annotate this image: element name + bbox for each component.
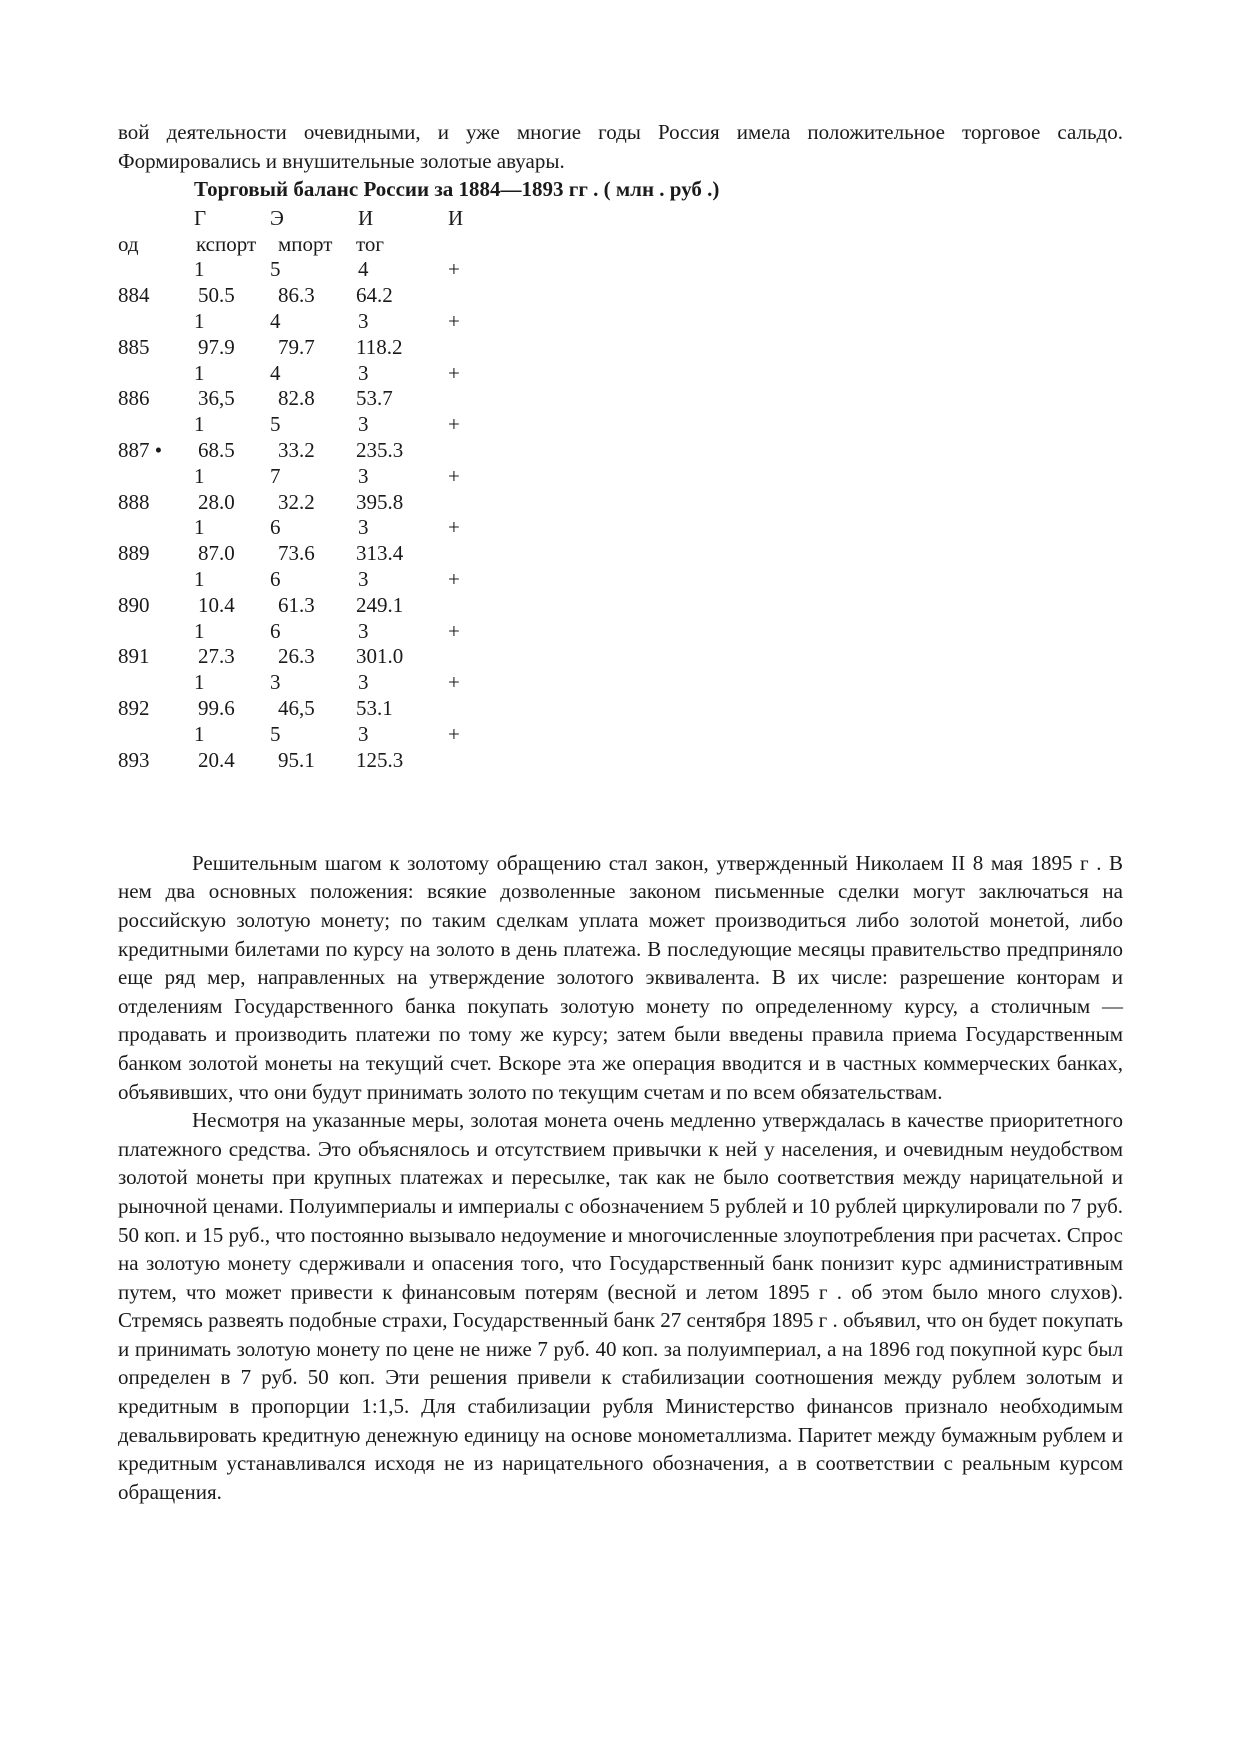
table-cell-row-9-values-col-1: 20.4 [198, 747, 235, 772]
table-cell-row-6-values-col-2: 61.3 [278, 592, 315, 617]
table-cell-row-1-values-col-2: 79.7 [278, 334, 315, 359]
table-cell-row-7-values-col-0: 891 [118, 644, 150, 669]
table-cell-row-2-top-col-3: + [448, 360, 460, 385]
table-cell-row-1-top-col-1: 4 [270, 308, 281, 333]
table-cell-row-8-top-col-1: 3 [270, 670, 281, 695]
paragraph-gold-law: Решительным шагом к золотому обращению стал закон, утвержденный Николаем II 8 мая 1895 г . В нем два основных положения: всякие дозволенные законом письменные сделки могут заключаться на российскую золотую монету; по таким сделкам уплата может производиться либо золотой монетой, либо кредитными билетами по курсу на золото в день платежа. В последующие месяцы правительство предприняло еще ряд мер, направленных на утверждение золотого эквивалента. В их числе: разрешение конторам и отделениям Государственного банка покупать золотую монету по определенному курсу, а столичным — продавать и производить платежи по тому же курсу; затем были введены правила приема Государственным банком золотой монеты на текущий счет. Вскоре эта же операция вводится и в частных коммерческих банках, объявивших, что они будут принимать золото по текущим счетам и по всем обязательствам. [118, 850, 1123, 1104]
table-cell-row-4-top-col-3: + [448, 463, 460, 488]
table-cell-row-6-top-col-3: + [448, 566, 460, 591]
table-cell-row-2-top-col-0: 1 [194, 360, 205, 385]
table-cell-row-4-top-col-1: 7 [270, 463, 281, 488]
table-cell-row-3-top-col-1: 5 [270, 412, 281, 437]
table-cell-row-0-top-col-3: + [448, 257, 460, 282]
table-cell-row-2-values-col-0: 886 [118, 386, 150, 411]
table-cell-row-5-top-col-0: 1 [194, 515, 205, 540]
paragraph-intro: вой деятельности очевидными, и уже многие годы Россия имела положительное торговое сальдо. Формировались и внушительные золотые авуары. [118, 120, 1123, 173]
table-cell-row-2-top-col-1: 4 [270, 360, 281, 385]
table-cell-row-4-values-col-1: 28.0 [198, 489, 235, 514]
table-cell-header-rest-col-0: од [118, 231, 139, 256]
table-title: Торговый баланс России за 1884—1893 гг . ( млн . руб .) [194, 177, 720, 202]
table-cell-row-0-values-col-1: 50.5 [198, 283, 235, 308]
table-cell-row-9-values-col-3: 125.3 [356, 747, 404, 772]
table-cell-row-9-top-col-3: + [448, 721, 460, 746]
table-cell-row-8-values-col-3: 53.1 [356, 695, 393, 720]
table-cell-row-5-values-col-2: 73.6 [278, 541, 315, 566]
table-cell-row-0-top-col-2: 4 [358, 257, 369, 282]
table-cell-row-8-values-col-1: 99.6 [198, 695, 235, 720]
table-cell-row-4-values-col-2: 32.2 [278, 489, 315, 514]
table-cell-row-6-top-col-2: 3 [358, 566, 369, 591]
table-cell-row-5-values-col-3: 313.4 [356, 541, 404, 566]
table-cell-row-6-values-col-0: 890 [118, 592, 150, 617]
table-cell-row-8-top-col-0: 1 [194, 670, 205, 695]
table-cell-row-0-top-col-0: 1 [194, 257, 205, 282]
table-cell-row-1-values-col-3: 118.2 [356, 334, 403, 359]
table-cell-row-6-top-col-1: 6 [270, 566, 281, 591]
document-page [118, 118, 1123, 1506]
table-cell-row-0-top-col-1: 5 [270, 257, 281, 282]
table-cell-row-5-top-col-3: + [448, 515, 460, 540]
table-cell-row-9-values-col-2: 95.1 [278, 747, 315, 772]
table-cell-header-rest-col-3: тог [356, 231, 385, 256]
table-cell-row-0-values-col-3: 64.2 [356, 283, 393, 308]
table-cell-row-5-values-col-1: 87.0 [198, 541, 235, 566]
table-cell-row-7-top-col-0: 1 [194, 618, 205, 643]
table-cell-row-7-values-col-1: 27.3 [198, 644, 235, 669]
table-cell-row-1-values-col-1: 97.9 [198, 334, 235, 359]
table-cell-row-4-top-col-2: 3 [358, 463, 369, 488]
table-cell-row-2-values-col-1: 36,5 [198, 386, 235, 411]
table-cell-row-9-top-col-0: 1 [194, 721, 205, 746]
table-cell-row-3-top-col-2: 3 [358, 412, 369, 437]
table-cell-row-9-values-col-0: 893 [118, 747, 150, 772]
table-cell-row-3-values-col-2: 33.2 [278, 437, 315, 462]
table-cell-header-letters-col-0: Г [194, 205, 207, 230]
table-cell-row-5-values-col-0: 889 [118, 541, 150, 566]
table-cell-row-8-top-col-3: + [448, 670, 460, 695]
table-cell-row-0-values-col-2: 86.3 [278, 283, 315, 308]
table-cell-row-3-top-col-0: 1 [194, 412, 205, 437]
table-cell-row-4-values-col-0: 888 [118, 489, 150, 514]
table-cell-row-4-top-col-0: 1 [194, 463, 205, 488]
table-cell-row-9-top-col-2: 3 [358, 721, 369, 746]
table-cell-row-6-values-col-1: 10.4 [198, 592, 235, 617]
table-cell-row-3-top-col-3: + [448, 412, 460, 437]
table-cell-row-7-top-col-1: 6 [270, 618, 281, 643]
table-cell-header-letters-col-2: И [358, 205, 374, 230]
table-cell-row-2-values-col-3: 53.7 [356, 386, 393, 411]
table-cell-header-letters-col-3: И [448, 205, 464, 230]
table-cell-row-7-top-col-3: + [448, 618, 460, 643]
table-cell-row-6-top-col-0: 1 [194, 566, 205, 591]
table-cell-header-letters-col-1: Э [270, 205, 284, 230]
table-cell-row-7-values-col-2: 26.3 [278, 644, 315, 669]
table-cell-row-1-top-col-3: + [448, 308, 460, 333]
table-cell-row-7-top-col-2: 3 [358, 618, 369, 643]
table-cell-row-6-values-col-3: 249.1 [356, 592, 404, 617]
table-cell-row-0-values-col-0: 884 [118, 283, 150, 308]
table-cell-row-8-values-col-2: 46,5 [278, 695, 315, 720]
table-cell-row-5-top-col-1: 6 [270, 515, 281, 540]
table-cell-row-4-values-col-3: 395.8 [356, 489, 404, 514]
table-cell-header-rest-col-2: мпорт [278, 231, 333, 256]
table-cell-row-1-values-col-0: 885 [118, 334, 150, 359]
table-cell-row-1-top-col-2: 3 [358, 308, 369, 333]
table-cell-row-2-top-col-2: 3 [358, 360, 369, 385]
table-cell-row-2-values-col-2: 82.8 [278, 386, 315, 411]
table-cell-row-7-values-col-3: 301.0 [356, 644, 404, 669]
table-cell-row-9-top-col-1: 5 [270, 721, 281, 746]
table-cell-row-5-top-col-2: 3 [358, 515, 369, 540]
table-cell-header-rest-col-1: кспорт [196, 231, 257, 256]
table-cell-row-1-top-col-0: 1 [194, 308, 205, 333]
trade-balance-table [118, 204, 1123, 849]
table-cell-row-8-values-col-0: 892 [118, 695, 150, 720]
paragraph-gold-coin: Несмотря на указанные меры, золотая монета очень медленно утверждалась в качестве приоритетного платежного средства. Это объяснялось и отсутствием привычки к ней у населения, и очевидным неудобством золотой монеты при крупных платежах и пересылке, так как не было соответствия между нарицательной и рыночной ценами. Полуимпериалы и империалы с обозначением 5 рублей и 10 рублей циркулировали по 7 руб. 50 коп. и 15 руб., что постоянно вызывало недоумение и многочисленные злоупотребления при расчетах. Спрос на золотую монету сдерживали и опасения того, что Государственный банк понизит курс административным путем, что может привести к финансовым потерям (весной и летом 1895 г . об этом было много слухов). Стремясь развеять подобные страхи, Государственный банк 27 сентября 1895 г . объявил, что он будет покупать и принимать золотую монету по цене не ниже 7 руб. 40 коп. за полуимпериал, а на 1896 год покупной курс был определен в 7 руб. 50 коп. Эти решения привели к стабилизации соотношения между рублем золотым и кредитным в пропорции 1:1,5. Для стабилизации рубля Министерство финансов признало необходимым девальвировать кредитную денежную единицу на основе монометаллизма. Паритет между бумажным рублем и кредитным устанавливался исходя не из нарицательного обозначения, а в соответствии с реальным курсом обращения. [118, 1108, 1123, 1504]
table-cell-row-3-values-col-0: 887 • [118, 437, 163, 462]
table-cell-row-3-values-col-3: 235.3 [356, 437, 404, 462]
table-cell-row-8-top-col-2: 3 [358, 670, 369, 695]
table-cell-row-3-values-col-1: 68.5 [198, 437, 235, 462]
